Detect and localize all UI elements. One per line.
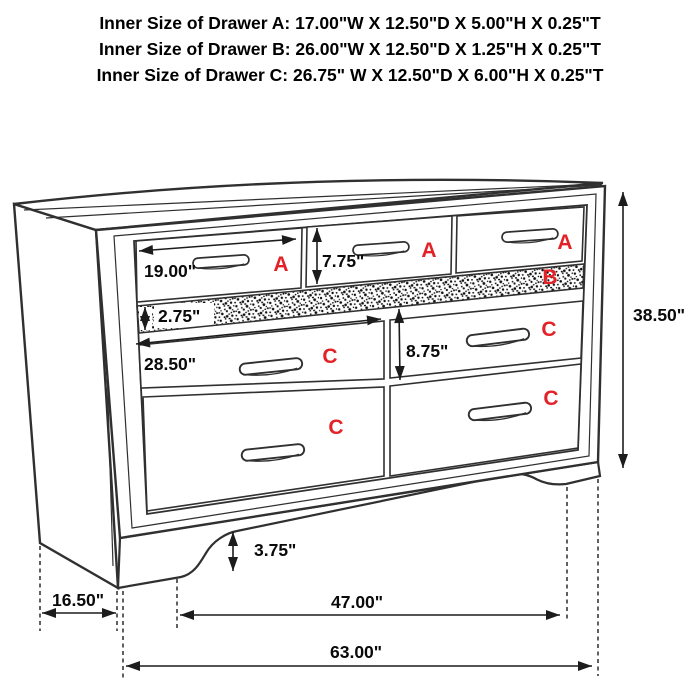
spec-line-drawer-a: Inner Size of Drawer A: 17.00"W X 12.50"D X 5.00"H X 0.25"T [99, 13, 601, 33]
marker-drawer-c-bottom-left: C [328, 416, 344, 439]
dim-label-drawer-a-height: 7.75" [322, 251, 365, 271]
spec-line-drawer-c: Inner Size of Drawer C: 26.75" W X 12.50"D X 6.00"H X 0.25"T [96, 65, 604, 85]
spec-line-drawer-b: Inner Size of Drawer B: 26.00"W X 12.50"D X 1.25"H X 0.25"T [99, 39, 601, 59]
marker-drawer-a1: A [273, 253, 289, 276]
dim-line-drawer-c-height [399, 309, 400, 380]
marker-drawer-c-mid-left: C [322, 345, 338, 368]
dim-label-overall-height: 38.50" [633, 305, 686, 325]
dim-label-leg-span-width: 47.00" [331, 592, 384, 612]
marker-drawer-a2: A [421, 239, 437, 262]
marker-strip-b: B [542, 266, 558, 289]
dim-label-drawer-c-width: 28.50" [144, 354, 197, 374]
dim-label-strip-b-height: 2.75" [158, 306, 201, 326]
dim-label-drawer-c-height: 8.75" [406, 341, 449, 361]
dim-label-overall-width: 63.00" [330, 642, 383, 662]
marker-drawer-c-mid-right: C [541, 318, 557, 341]
dim-label-drawer-a-width: 19.00" [144, 261, 197, 281]
marker-drawer-a3: A [557, 231, 573, 254]
marker-drawer-c-bottom-right: C [543, 387, 559, 410]
dim-label-base-height: 3.75" [254, 540, 297, 560]
dim-label-overall-depth: 16.50" [52, 590, 105, 610]
